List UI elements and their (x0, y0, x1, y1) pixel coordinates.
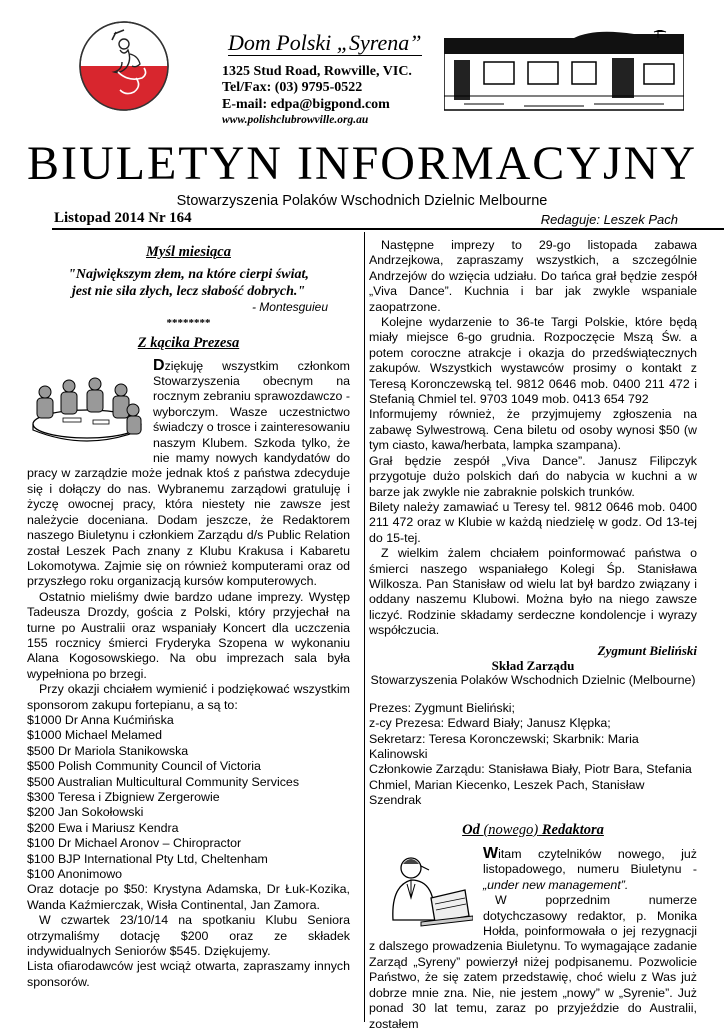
man-at-laptop-illustration-icon (381, 850, 473, 934)
board-line: Prezes: Zygmunt Bieliński; (369, 700, 515, 715)
email: E-mail: edpa@bigpond.com (222, 97, 390, 112)
issue-number: Listopad 2014 Nr 164 (54, 210, 192, 226)
sponsor-item: $1000 Michael Melamed (27, 728, 162, 743)
board-line: Członkowie Zarządu: Stanisława Biały, Piotr Bara, Stefania Chmiel, Marian Kiecenko, Leszek Pach, Stanisław Szendrak (369, 762, 692, 808)
tel-fax: Tel/Fax: (03) 9795-0522 (222, 80, 363, 95)
address: 1325 Stud Road, Rowville, VIC. (222, 64, 412, 79)
column-divider (364, 232, 365, 1022)
editor-heading: Od (nowego) Redaktora (462, 821, 604, 838)
sponsor-item: $500 Australian Multicultural Community Services (27, 774, 300, 789)
president-heading: Z kącika Prezesa (137, 335, 240, 352)
sponsor-item: $100 BJP International Pty Ltd, Cheltenham (27, 851, 268, 866)
president-paragraph-1: Dziękuję wszystkim członkom Stowarzyszenia obecnym na rocznym zebraniu sprawozdawczo - wyborczym. Wasze uczestnictwo świadczy o trosce i zainteresowaniu naszym Klubem. Szkoda tylko, że nie mamy nowych kandydatów do pracy w zarządzie może jednak ktoś z państwa zdecyduje się i dołączy do nas. Wybranemu zarządowi gratuluję i życzę owocnej pracy, która niestety nie zawsze jest należycie doceniana. Dodam jeszcze, że Redaktorem naszego Biuletynu i członkiem Zarządu d/s Public Relation został Leszek Pach znany z Klubu Krakusa i Kabaretu Lokomotywa. Zajmie się on również komputerami oraz od przyszłego roku organizacją kursów komputerowych. (27, 356, 350, 589)
mermaid-syrena-logo-icon (78, 20, 170, 112)
sponsor-item: $200 Jan Sokołowski (27, 805, 144, 820)
sponsor-item: $500 Polish Community Council of Victoria (27, 759, 261, 774)
quote-author: - Montesguieu (251, 300, 328, 315)
president-paragraph-6: Lista ofiarodawców jest wciąż otwarta, zapraszamy innych sponsorów. (27, 959, 350, 989)
website-link[interactable]: www.polishclubrowville.org.au (222, 114, 369, 126)
bulletin-title: BIULETYN INFORMACYJNY (26, 137, 697, 190)
quote-line-2: jest nie siła złych, lecz słabość dobrych." (71, 284, 306, 300)
quote-line-1: "Największym złem, na które cierpi świat, (68, 267, 309, 283)
right-column (369, 238, 697, 1032)
events-paragraph-5: Bilety należy zamawiać u Teresy tel. 9812 0646 mob. 0400 211 472 oraz w Klubie w każdą niedzielę w godz. Od 13-tej do 15-tej. (369, 499, 697, 545)
condolence-paragraph: Z wielkim żalem chciałem poinformować państwa o śmierci naszego wspaniałego Kolegi Śp. Stanisława Wilkosza. Pan Stanisław od wielu lat był bardzo związany i oddany naszemu Klubowi. Można było na niego zawsze liczyć. Rodzinie składamy serdeczne kondolencje i wyrazy współczucia. (369, 546, 697, 638)
sponsor-item: $300 Teresa i Zbigniew Zergerowie (27, 790, 220, 804)
editor-credit: Redaguje: Leszek Pach (540, 212, 678, 227)
separator-stars: ******** (166, 316, 211, 329)
sponsor-list (27, 713, 350, 882)
board-heading: Skład Zarządu (491, 657, 575, 673)
sponsor-item: $100 Dr Michael Aronov – Chiropractor (27, 836, 242, 851)
sponsor-item: $500 Dr Mariola Stanikowska (27, 743, 189, 758)
board-subheading: Stowarzyszenia Polaków Wschodnich Dzielnic (Melbourne) (370, 673, 696, 688)
president-paragraph-4: Oraz dotacje po $50: Krystyna Adamska, Dr Łuk-Kozika, Wanda Kaźmierczak, Wisła Continental, Jan Zamora. (27, 882, 350, 912)
events-paragraph-3: Informujemy również, że przyjmujemy zgłoszenia na zabawę Sylwestrową. Cena biletu od osoby wynosi $50 (w tym ciasto, kawa/herbata, lampka szampana). (369, 407, 697, 453)
president-paragraph-5: W czwartek 23/10/14 na spotkaniu Klubu Seniora otrzymaliśmy dotację $200 oraz ze składek indywidualnych Seniorów $545. Dziękujemy. (27, 913, 350, 959)
events-paragraph-4: Grał będzie zespół „Viva Dance”. Janusz Filipczyk przygotuje dużo polskich dań do nabycia w kuchni a w barze jak zwykle nie zabraknie polskich trunków. (369, 453, 697, 499)
sponsor-item: $100 Anonimowo (27, 867, 123, 882)
president-signature: Zygmunt Bieliński (597, 642, 697, 658)
events-paragraph-2: Kolejne wydarzenie to 36-te Targi Polskie, które będą miały miejsce 6-go grudnia. Rozpoczęcie Mszą Św. a potem coroczne atrakcje i okazja do przedświątecznych zakupów. Wszystkich wystawców prosimy o kontakt z Teresą Koronczewską tel. 9812 0646 mob. 0400 211 472 i Stefanią Chmiel tel. 9703 1049 mob. 0413 654 792 (369, 315, 697, 407)
board-line: z-cy Prezesa: Edward Biały; Janusz Klępka; (369, 716, 611, 731)
bulletin-subtitle: Stowarzyszenia Polaków Wschodnich Dzielnic Melbourne (176, 193, 548, 209)
sponsor-item: $1000 Dr Anna Kućmińska (27, 712, 174, 727)
events-paragraph-1: Następne imprezy to 29-go listopada zabawa Andrzejkowa, zapraszamy wszystkich, a szczególnie Andrzejów do wzięcia udziału. Do tańca grał będzie zespół „Viva Dance”. Kuchnia i bar jak zwykle wspaniale zaopatrzone. (369, 238, 697, 314)
meeting-table-illustration-icon (23, 362, 145, 458)
org-name: Dom Polski „Syrena” (228, 30, 422, 55)
header-rule (52, 228, 724, 230)
president-paragraph-2: Ostatnio mieliśmy dwie bardzo udane imprezy. Występ Tadeusza Drozdy, gościa z Polski, który przyjechał na turne po Australii oraz wspaniały Koncert dla uczczenia 155 rocznicy śmierci Fryderyka Szopena w wykonaniu Alana Kogosowskiego. Na obu imprezach sala była wypełniona po brzegi. (27, 589, 350, 681)
editor-paragraph-2: W poprzednim numerze dotychczasowy redaktor, p. Monika Hołda, poinformowała o jej rezygnacji z dalszego prowadzenia Biuletynu. To wymagające zadanie Zarząd „Syreny” powierzył niżej podpisanemu. Pozwolicie Państwo, że się zatem przedstawię, choć wielu z Was już dobrze mnie zna. Nie, nie jestem „nowy” w „Syrenie”. Już ponad 30 lat temu, zaraz po przyjeździe do Australii, zostałem (369, 893, 697, 1031)
president-paragraph-3: Przy okazji chciałem wymienić i podziękować wszystkim sponsorom zakupu fortepianu, a są to: (27, 682, 350, 712)
editor-paragraph-1: Witam czytelników nowego, już listopadowego, numeru Biuletynu - „under new management”. (483, 845, 697, 892)
board-line: Sekretarz: Teresa Koronczewski; Skarbnik: Maria Kalinowski (369, 731, 639, 761)
club-building-sketch-icon (444, 30, 684, 112)
left-column (27, 245, 350, 990)
sponsor-item: $200 Ewa i Mariusz Kendra (27, 820, 179, 835)
thought-heading: Myśl miesiąca (146, 244, 231, 260)
